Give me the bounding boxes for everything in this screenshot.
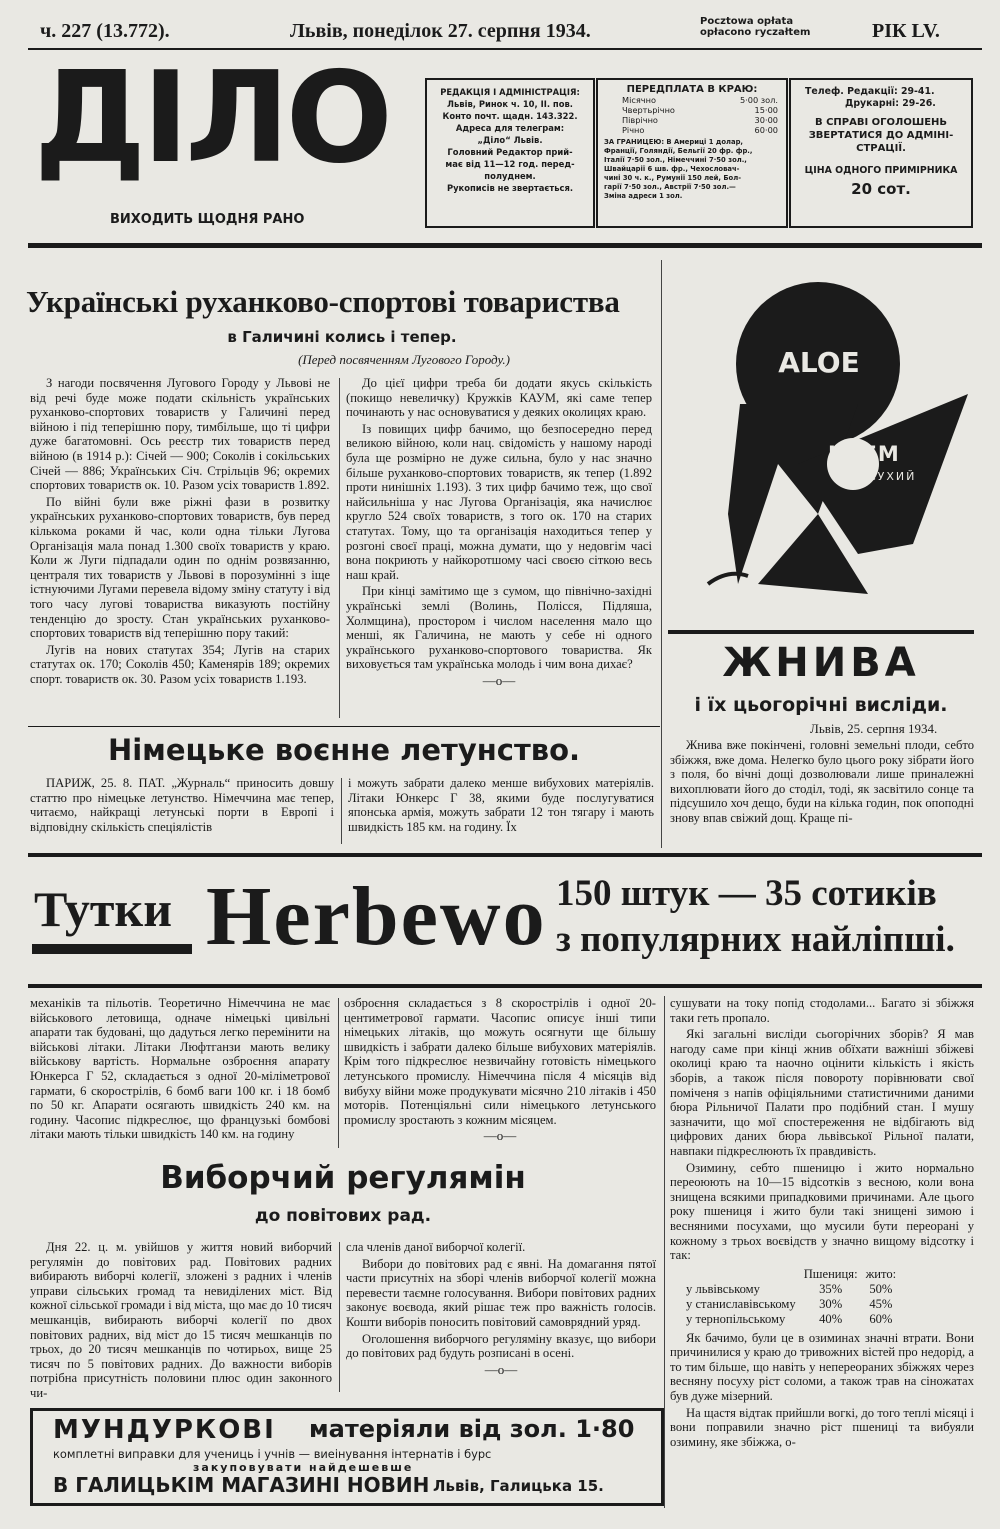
article1-note: (Перед посвяченням Лугового Городу.) xyxy=(298,352,510,367)
article1-title: Українські руханково-спортові товариства xyxy=(26,284,620,319)
column-divider xyxy=(661,260,662,848)
herbewo-word1: Тутки xyxy=(34,881,173,937)
article1-subtitle: в Галичині колись і тепер. xyxy=(227,328,457,346)
column-divider xyxy=(341,778,342,844)
column-divider xyxy=(339,1242,340,1392)
column-divider xyxy=(664,996,665,1508)
article4-column-2: сла членів даної виборчої колегії. Вибори до повітових рад є явні. На домагання пятої части присутніх на зборі членів виборчої колегії можна перевести таємне голосування. Вибори повітових радних законує воєвода, який рішає теж про важність голосів. Кошти виборів поносить повітовий самоврядний уряд. Оголошення виборчого регуляміну вказує, що вибори до повітових рад будуть розписані в осені. —o— xyxy=(346,1240,656,1377)
herbewo-brand: Herbewo xyxy=(206,870,547,963)
issue-number: ч. 227 (13.772). xyxy=(40,20,170,42)
article4-subtitle: до повітових рад. xyxy=(254,1206,432,1226)
column-divider xyxy=(338,998,339,1148)
ad-headline-1: МУНДУРКОВІ xyxy=(53,1415,276,1445)
article1-column-1: З нагоди посвячення Лугового Городу у Львові не від речі буде може подати скільність українських руханково-спортових товариств у Галичині перед війною і під теперішню пору, тимбільше, що ті цифри дуже багатомовні. Ось реєстр тих товариств перед війною (в 1914 р.): Січей — 900; Соколів і сокільських Січей — 886; Українських Січ. Стрільців 96; окремих спортових товариств ок. 10. Разом усіх товариств 1.892. По війні були вже ріжні фази в розвитку українських руханково-спортових товариств, був перед кількома роками й час, коли одна тільки Лугова Організація мала понад 1.300 своїх товариств у краю. Коли ж Луги підпадали один по однім розвязанню, централя тих товариств у Львові в порозумінні з іще істнуючими Лугами перевела відому зміну статуту і від того часу лугові товариства виказують постійну тенденцію до зросту. Стан українських руханково-спортових товариств від теперішню пору такий: Лугів на нових статутах 354; Лугів на старих статутах ок. 170; Соколів 450; Каменярів 189; окремих спорт. товариств ок. 30. Разом усіх товариств 1.193. xyxy=(30,376,330,686)
article1-column-2: До цієї цифри треба би додати якусь скількість (покищо невеличку) Кружків КАУМ, які саме тепер починають у нас основуватися у деяких околицях краю. Із повищих цифр бачимо, що безпосередно перед великою війною, коли нац. свідомість у нашому народі була ще розмірно не дуже сильна, було у нас значно більше руханково-спортових товариств, як тепер (1.892 проти нинішніх 1.193). З тих цифр бачимо теж, що свої найсильніша у нас Лугова Організація, яка начислює кругло 524 своїх товариств, з того ок. 170 на старих статутах. Тому, що та організація находиться тепер у розгоні своєї праці, можна думати, що у недовгім часі вона покриють у найкоротшому часі своєю сіткою весь наш край. При кінці замітимо ще з сумом, що північно-західні українські землі (Волинь, Полісся, Підляша, Холмщина), простором і числом населення мало що менші, як Галичина, не мають у себе ні одного українського руханково-спортового товариства. Як виховується там українська молодь і чим вона дихає? —o— xyxy=(346,376,652,688)
herbewo-ad xyxy=(28,860,982,980)
article2-column-2: і можуть забрати далеко менше вибухових матеріялів. Літаки Юнкерс Г 38, якими буде послугуватися японська армія, можуть забрати 12 тон тягару і мають швидкість 185 км. на годину. Їх xyxy=(348,776,654,834)
editorial-info-box: РЕДАКЦІЯ І АДМІНІСТРАЦІЯ: Львів, Ринок ч. 10, II. пов. Конто почт. щадн. 143.322. Адреса для телеграм: „Діло“ Львів. Головний Редактор прий- має від 11—12 год. перед- полуднем. Рукописів не звертається. xyxy=(425,78,595,228)
dateline: Львів, понеділок 27. серпня 1934. xyxy=(290,20,591,42)
section-rule xyxy=(668,630,974,634)
aloe-brand: ALOE xyxy=(778,346,860,379)
year-label: РІК LV. xyxy=(872,20,940,42)
article4-column-1: Дня 22. ц. м. увійшов у життя новий виборчий регулямін до повітових рад. Повітових радних вибирають виборчі колегії, зложені з радних і членів управи сільських громад та невиділених міст. Від кожної сільської громади і від міста, що має до 10 тисяч мешканців, вибирають виборчі колегії по двох повітових радних, від міст до 15 тисяч мешканців по трьох, до 20 тисяч мешканців по чотирьох, вище 25 тисяч по 5 повітових радних. До важности виборів потрібна присутність половини плюс один законного чи- xyxy=(30,1240,332,1400)
ad-shop-name: В ГАЛИЦЬКІМ МАГАЗИНІ НОВИН xyxy=(53,1473,430,1497)
subscription-box: ПЕРЕДПЛАТА В КРАЮ: Місячно 5·00 зол. Чвертьрічно 15·00 Піврічно 30·00 Річно 60·00 ЗА ГРАНИЦЕЮ: В Америці 1 долар, Франції, Голяндії, Бельгії 20 фр. фр., Італії 7·50 зол., Німеччині 7·50 зол., Швайцарії 6 шв. фр., Чехословач- чині 30 ч. к., Румунії 150 лей, Бол- гарії 7·50 зол., Австрії 7·50 зол.— Зміна адреси 1 зол. xyxy=(596,78,788,228)
ad-line-3: закуповувати найдешевше xyxy=(193,1461,414,1474)
article3-title: ЖНИВА xyxy=(722,640,920,686)
masthead-title: ДІЛО xyxy=(34,44,389,191)
herbewo-underline xyxy=(32,944,192,954)
postage-note: Pocztowa opłata opłacono ryczałtem xyxy=(700,16,811,38)
article3-dateline: Львів, 25. серпня 1934. xyxy=(810,721,938,736)
table-header: жито: xyxy=(865,1266,897,1281)
article2-title: Німецьке воєнне летунство. xyxy=(107,733,581,767)
uniform-shop-ad xyxy=(30,1408,664,1506)
contact-price-box: Телеф. Редакції: 29-41. Друкарні: 29-26. В СПРАВІ ОГОЛОШЕНЬ ЗВЕРТАТИСЯ ДО АДМІНІ- СТРАЦІЇ. ЦІНА ОДНОГО ПРИМІРНИКА 20 сот. xyxy=(789,78,973,228)
column-divider xyxy=(339,378,340,718)
table-header: Пшениця: xyxy=(803,1266,858,1281)
herbewo-line1: 150 штук — 35 сотиків xyxy=(556,873,937,914)
ad-headline-2: матеріяли від зол. 1·80 xyxy=(309,1415,635,1443)
article3-subtitle: і їх цьогорічні висліди. xyxy=(694,694,948,716)
aloe-sub: СУХИЙ xyxy=(868,470,917,483)
aloe-cream-ad xyxy=(668,254,980,620)
article3-continued: сушувати на току попід стодолами... Багато зі збіжжя таки геть пропало. Які загальні висліди сьогорічних зборів? Я мав нагоду саме при кінці жнив обїхати важніші збіжеві околиці краю та наочно оцінити кількість і якість зборів, а також після повороту порівнювати свої поміченя з напів офіціяльними статистичними даними бюра Рільничої Палати про подібний стан. І мушу зазначити, що мої спостереження не відбігають від цифрових даних бюра львівської Рільної палати, навпаки підкреслюють їх правдивість. Озимину, себто пшеницю і жито нормально переоюють на 10—15 відсотків з весною, коли вона знищена всякими припадковими причинами. Але цього року пшениця і жито були такі знищені зимою і весняними посухами, що мусили бути переорані у кожному з трьох воєвідств у значно вищому відсотку і так: Пшениця: жито: у львівському 35% 50% у станиславівському 30% 45% у тернопільському 40% 60% Як бачимо, були це в озиминах значні втрати. Вони причинилися у краю до тривожних вістей про недорід, а то тим більше, що навіть у непереораних збіжжях через весняну посуху ріст соломи, а також трав на сіножатах був дуже мізерний. На щастя відтак прийшли вогкі, до того теплі місяці і вони поправили значно ріст пшениці та вибуяли озимину, яке збіжжа, о- xyxy=(670,996,974,1449)
aloe-product: КРЕМ xyxy=(828,442,900,466)
table-row: у станиславівському 30% 45% xyxy=(686,1296,893,1311)
banner-bottom-rule xyxy=(28,984,982,988)
masthead-rule xyxy=(28,243,982,248)
article2-column-1: ПАРИЖ, 25. 8. ПАТ. „Журналь“ приносить довшу статтю про німецьке летунство. Німеччина має тепер, читаємо, найкращі летунські порти в Европі і відповідну скількість спеціялістів xyxy=(30,776,334,834)
ad-line-2: комплетні виправки для учениць і учнів — виеінування інтернатів і бурс xyxy=(53,1447,492,1461)
aloe-ad-illustration xyxy=(668,254,980,620)
article4-title: Виборчий регулямін xyxy=(160,1160,526,1196)
article2-continued-1: механіків та пільотів. Теоретично Німеччина не має військового летовища, одначе німецькі цивільні апарати так будовані, що дадуться легко перемінити на військові літаки. Літаки Люфтганзи мають велику військову вартість. Нормальне озброєння апарату Юнкерса Г 52, складається з одної 20-міліметрової гармати, 6 скорострілів, 6 бомб ваги 100 кг. і 18 бомб по 50 кг. Апарати осягають швидкість 240 км. на годину. Часопис підкреслює, що французькі бомбові літаки мають тільки швидкість 140 км. на годину xyxy=(30,996,330,1142)
section-rule xyxy=(28,726,660,727)
herbewo-line2: з популярних найліпші. xyxy=(556,919,955,960)
article2-continued-2: озброєння складається з 8 скорострілів і одної 20-центиметрової гармати. Часопис описує інші типи німецьких літаків, що можуть осягнути ще більшу швидкість і забрати далеко більше вибухових матеріялів. Крім того підкреслює незвичайну готовість німецького летунського промислу. Німеччина після 4 місяців від вибуху війни може продукувати місячно 210 літаків і 450 моторів. Потенціяльні сили німецького летунського промислу зростають з кожним місяцем. —o— xyxy=(344,996,656,1144)
article3-lead: Жнива вже покінчені, головні земельні плоди, себто збіжжя, вже дома. Нелегко було цього року зібрати його з поля, бо вічні дощі дозволювали лише приналежні вихоплювати його до стоділ, тоді, як засвітило сонце та підсушило хоч дещо, буди на кілька годин, пок опоподні знову впав свіжий дощ. Краще пі- xyxy=(670,738,974,825)
banner-top-rule xyxy=(28,853,982,857)
masthead-tagline: ВИХОДИТЬ ЩОДНЯ РАНО xyxy=(110,212,305,227)
table-row: у тернопільському 40% 60% xyxy=(686,1311,893,1326)
crop-loss-table xyxy=(682,1267,900,1327)
ad-shop-address: Львів, Галицька 15. xyxy=(433,1477,604,1495)
table-row: у львівському 35% 50% xyxy=(686,1281,893,1296)
